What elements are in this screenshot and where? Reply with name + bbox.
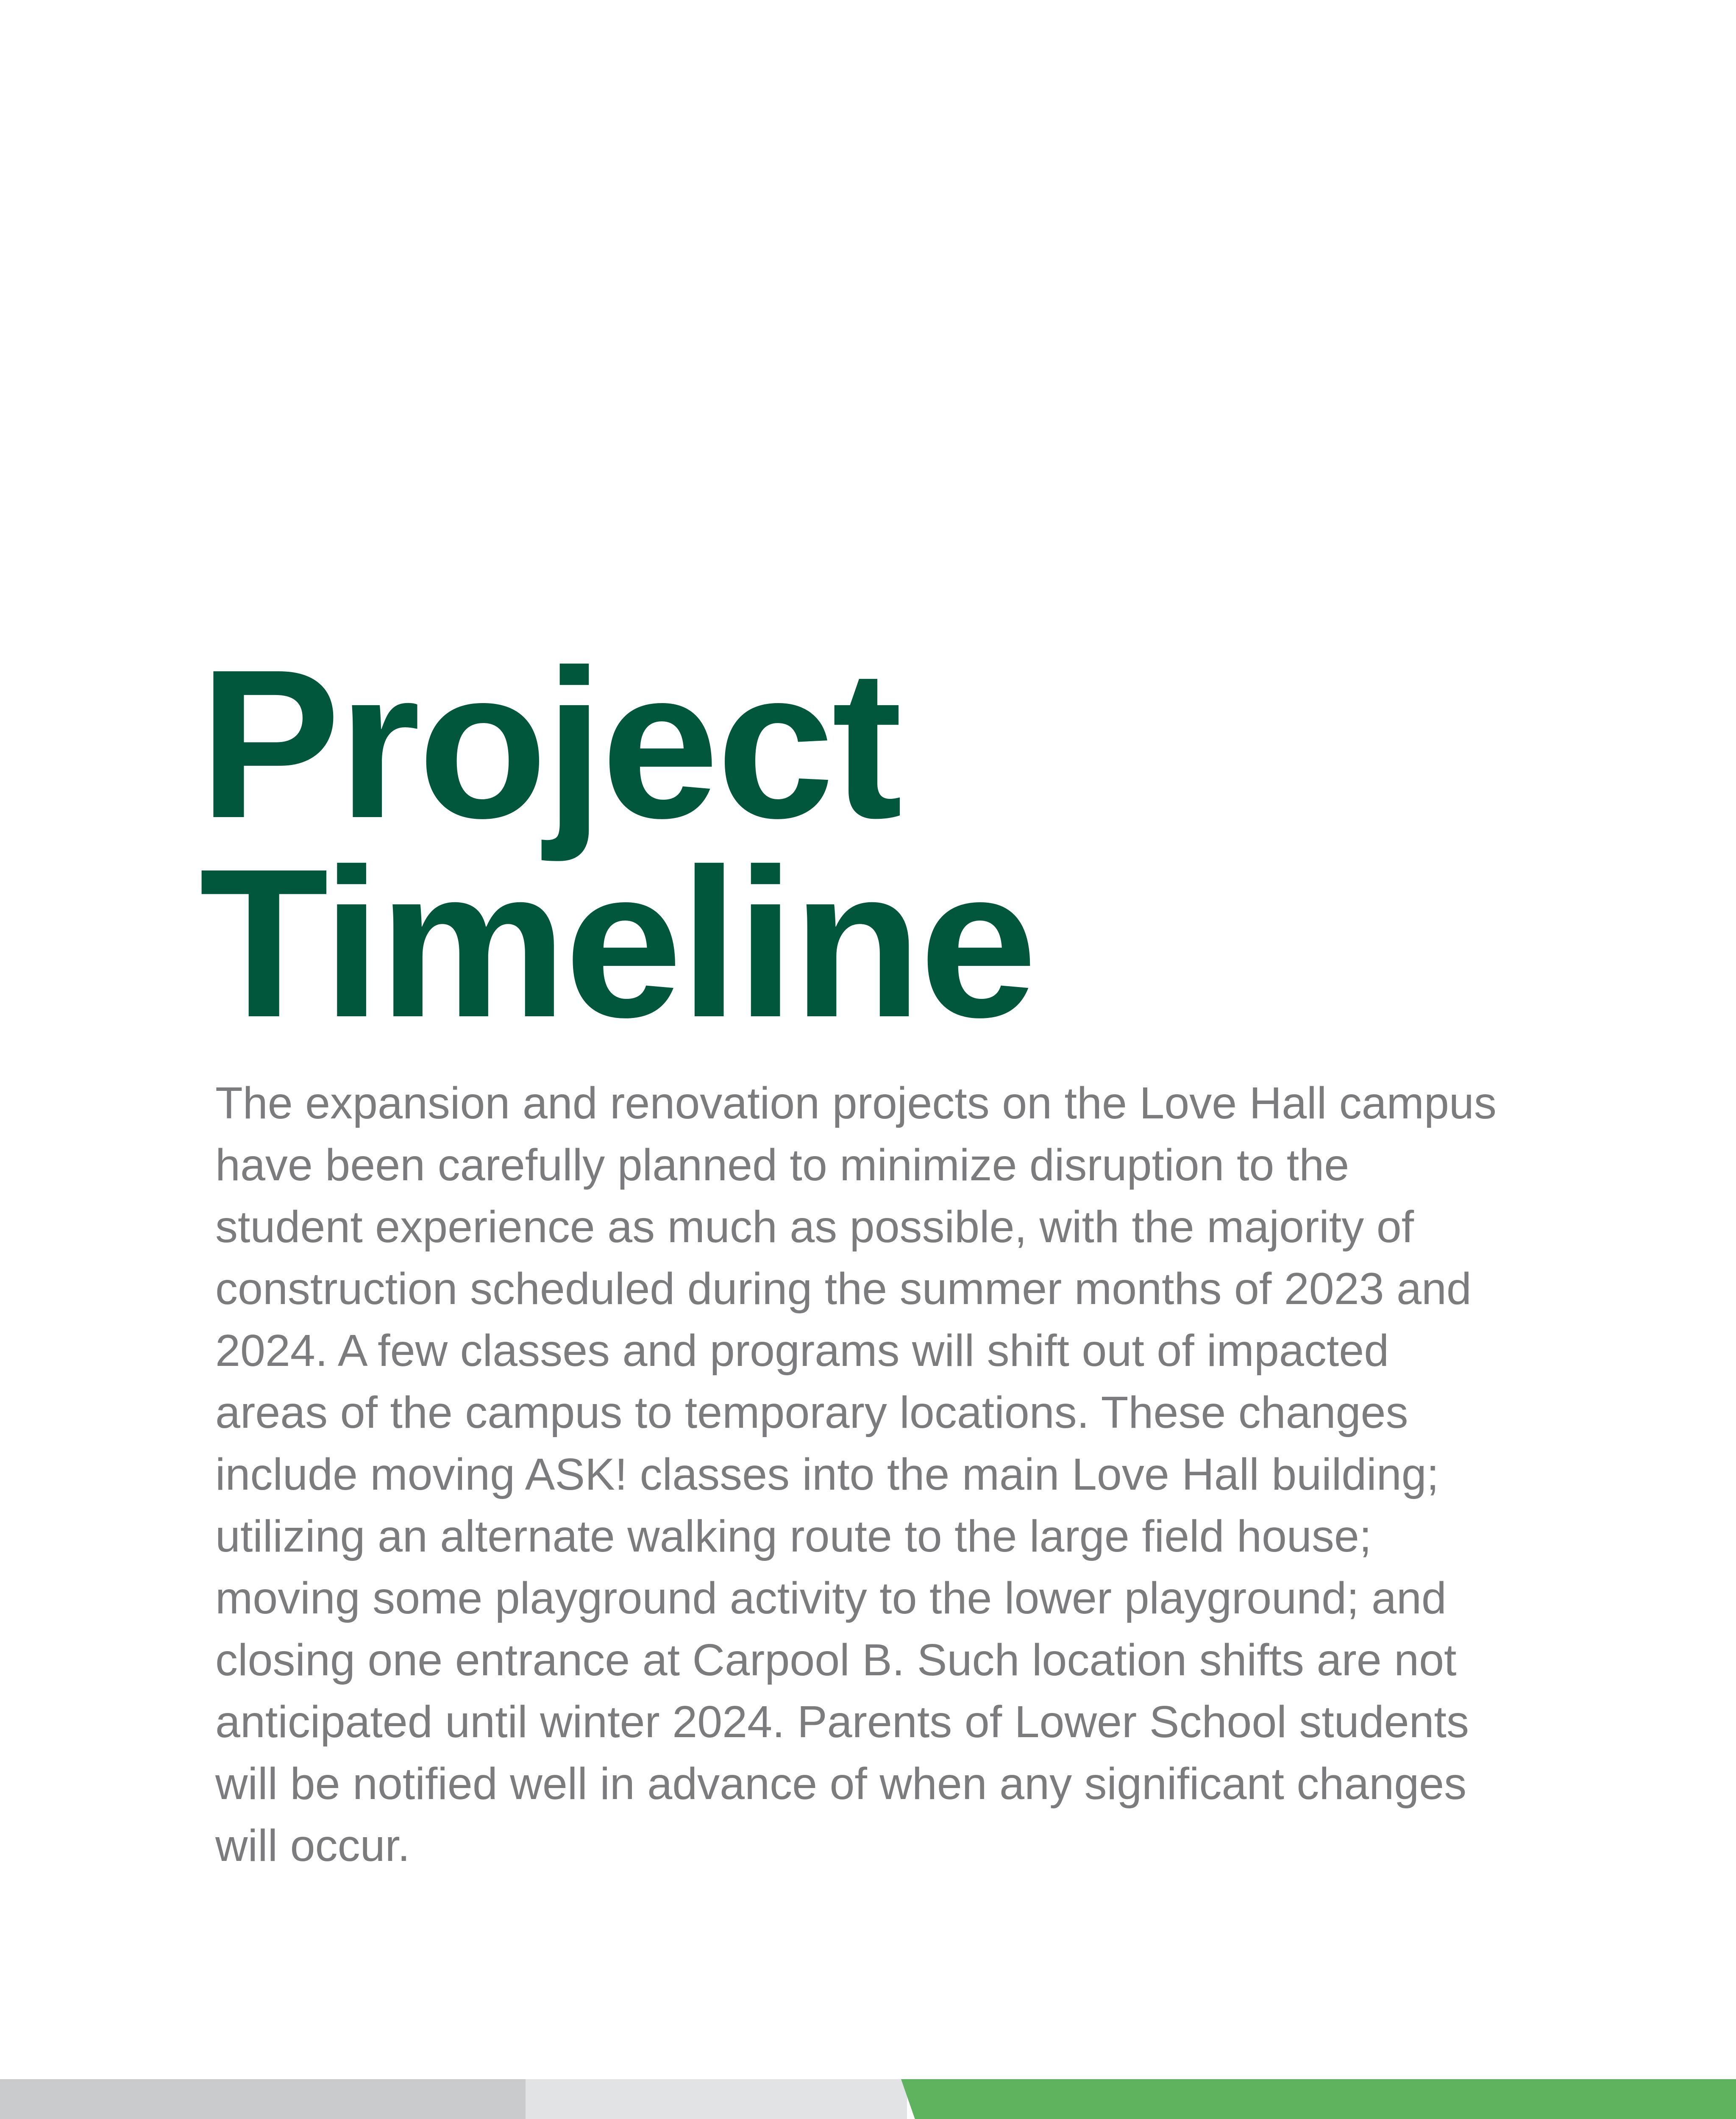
timeline-segment-2: [526, 2079, 907, 2119]
timeline-band-graphic: [0, 2079, 1736, 2119]
timeline-segment-1: [0, 2079, 526, 2119]
timeline-band: [0, 2079, 1736, 2119]
page-title: [199, 625, 1035, 1061]
page-title-line-1: Project: [199, 625, 900, 862]
timeline-arrow-segment: [901, 2079, 1736, 2119]
page-title-line-2: Timeline: [199, 824, 1035, 1061]
intro-paragraph: The expansion and renovation projects on the Love Hall campus have been carefully planned to minimize disruption to the student experience as much as possible, with the majority of construction scheduled during the summer months of 2023 and 2024. A few classes and programs will shift out of impacted areas of the campus to temporary locations. These changes include moving ASK! classes into the main Love Hall building; utilizing an alternate walking route to the large field house; moving some playground activity to the lower playground; and closing one entrance at Carpool B. Such location shifts are not anticipated until winter 2024. Parents of Lower School students will be notified well in advance of when any significant changes will occur.: [215, 1078, 1497, 1871]
